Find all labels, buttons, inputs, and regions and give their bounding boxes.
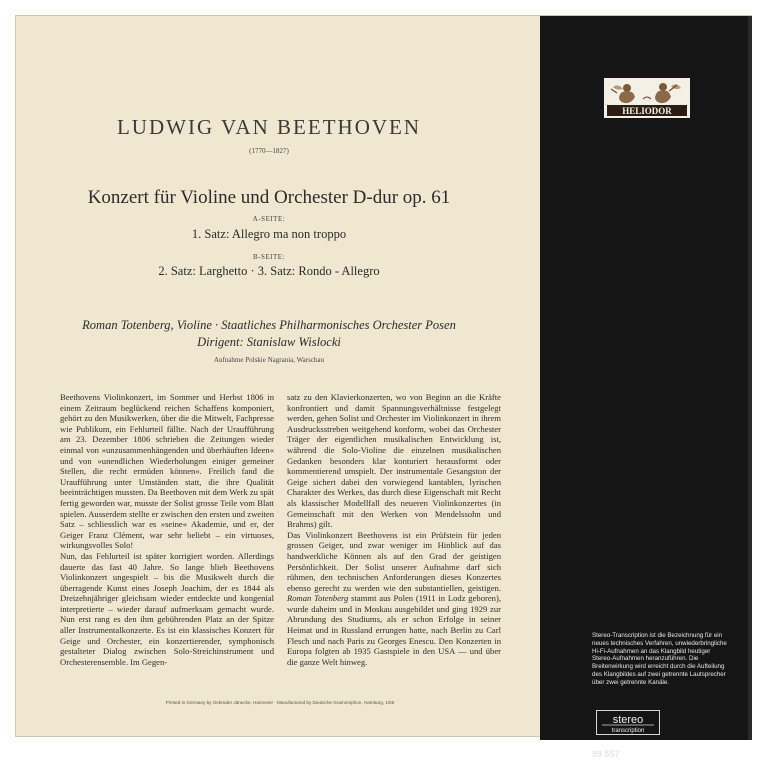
liner-paragraph: Beethovens Violinkonzert, im Sommer und Herbst 1806 in einem Zeitraum beglückend reichen Schaffens komponiert, gehört zu den Musikwerken, über die die Mitwelt, Fachpresse wie Publikum, ein Fehlurteil fällte. Nach der Uraufführung am 23. Dezember 1806 schrieben die Zeitungen wieder einmal von »unzusammenhängenden und überhäuften Ideen« und von »unendlichen Wiederholungen einiger gemeiner Stellen, die recht ermüden können«. Freilich fand die Uraufführung unter Umständen statt, die ihre Qualität beeinträchtigen mussten. Da Beethoven mit dem Werk zu spät fertig geworden war, musste der Solist grosse Teile vom Blatt spielen. Ausserdem stellte er zwischen den ersten und zweiten Satz – schliesslich war es »seine« Akademie, und er, der Geiger Franz Clément, war sehr beliebt – ein virtuoses, wirkungsvolles Solo! xyxy=(60,392,274,551)
heliodor-logo xyxy=(603,77,691,119)
composer-dates: (1770—1827) xyxy=(249,147,289,155)
stereo-transcription-note xyxy=(592,632,732,687)
performers-line: Roman Totenberg, Violine · Staatliches Philharmonisches Orchester Posen xyxy=(82,318,456,332)
logo-text: HELIODOR xyxy=(622,106,672,116)
liner-text: stammt aus Polen (1911 in Lodz geboren), wurde daheim und in Moskau ausgebildet und ging 1929 zur Abrundung des Studiums, als er schon Erfolge in seiner Heimat und in Russland errungen hatte, nach Berlin zu Carl Flesch und nach Paris zu Georges Enescu. Den Konzerten in Europa folgten ab 1935 Gastspiele in den USA — und über die ganze Welt hinweg. xyxy=(287,593,501,667)
side-a-label: A-SEITE: xyxy=(252,215,286,223)
work-title: Konzert für Violine und Orchester D-dur op. 61 xyxy=(87,187,451,208)
liner-paragraph: satz zu den Klavierkonzerten, wo von Beginn an die Kräfte konfrontiert und damit Spannungsverhältnisse festgelegt werden, gehen Solist und Orchester im Violinkonzert in ihrem Ausdrucksstreben weitgehend konform, wobei das Orchester Träger der eigentlichen musikalischen Entwicklung ist, während die Solo-Violine die einzelnen musikalischen Gedanken besonders klar konturiert herausformt oder kommentierend umspielt. Der instrumentale Gesangston der Geige sichert dabei den vorwiegend kantablen, lyrischen Charakter des Werkes, das durch diese Eigenschaft mit Recht als klassischer Modellfall des neueren Violinkonzertes (in Gemeinschaft mit den Werken von Mendelssohn und Brahms) gilt. xyxy=(287,392,501,530)
stereo-note-text: Stereo-Transcription ist die Bezeichnung für ein neues technisches Verfahren, unwiederbringliche Hi-Fi-Aufnahmen an das Klangbild heutiger Stereo-Aufnahmen heranzuführen. Die Breitenwirkung wird erreicht durch die Aufteilung des Klangbildes auf zwei getrennte Lautsprecher über zwei getrennte Kanäle. xyxy=(592,632,727,686)
liner-paragraph xyxy=(287,530,501,668)
liner-notes-column-2 xyxy=(287,392,501,667)
side-a-movement: 1. Satz: Allegro ma non troppo xyxy=(191,227,347,241)
cover-edge xyxy=(748,16,752,740)
side-b-movements: 2. Satz: Larghetto · 3. Satz: Rondo - Allegro xyxy=(158,264,380,278)
stereo-transcription-logo xyxy=(596,710,660,735)
composer-name: LUDWIG VAN BEETHOVEN xyxy=(116,115,422,139)
conductor-line: Dirigent: Stanislaw Wislocki xyxy=(197,335,341,349)
transcription-word: transcription xyxy=(611,728,645,734)
catalog-number: 89 557 xyxy=(592,749,620,759)
liner-paragraph: Nun, das Fehlurteil ist später korrigiert worden. Allerdings dauerte das fast 40 Jahre. So lange blieb Beethovens Violinkonzert ungespielt – bis die Musikwelt durch die überragende Kunst eines Joseph Joachim, der es 1844 als Dreizehnjähriger gleichsam wieder entdeckte und kongenial interpretierte – wieder darauf aufmerksam gemacht wurde. Nun erst rang es den ihm gebührenden Platz an der Spitze aller Instrumentalkonzerte. Es ist ein klassisches Konzert für Geige und Orchester, ein konzertierender, symphonisch gestalteter Dialog zwischen Solo-Streichinstrument und Orchesterensemble. Im Gegen- xyxy=(60,550,274,667)
liner-text: Das Violinkonzert Beethovens ist ein Prüfstein für jeden grossen Geiger, und zwar weniger im Hinblick auf das handwerkliche Können als auf den Grad der geistigen Persönlichkeit. Der Solist unserer Aufnahme darf sich rühmen, den technischen Anforderungen dieses Konzertes ebenso gerecht zu werden wie den substantiellen, geistigen. xyxy=(287,529,501,593)
printing-credit: Printed in Germany by Gebrüder Jänecke, Hannover · Manufactured by Deutsche Grammophon, Hamburg, 1/66 xyxy=(165,700,395,705)
side-b-label: B-SEITE: xyxy=(253,253,285,261)
liner-notes-column-1 xyxy=(60,392,274,667)
recording-credit: Aufnahme Polskie Nagrania, Warschau xyxy=(213,356,325,364)
soloist-name: Roman Totenberg xyxy=(287,593,349,604)
stereo-word: stereo xyxy=(612,714,644,726)
